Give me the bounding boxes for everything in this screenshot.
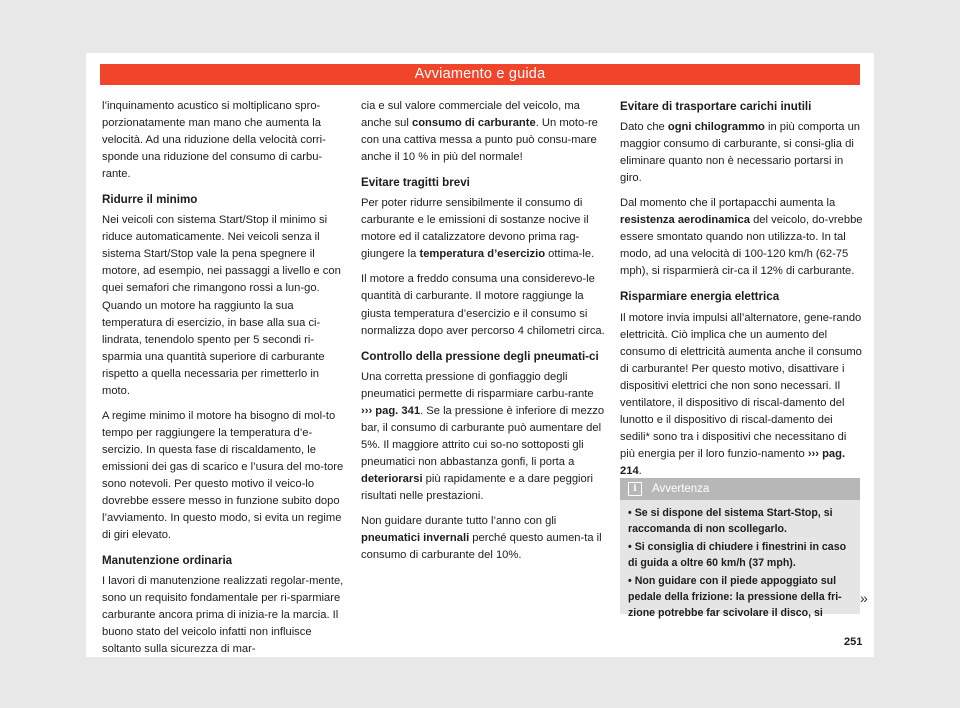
text-column-2 bbox=[361, 98, 605, 572]
paragraph: cia e sul valore commerciale del veicolo, ma anche sul consumo di carburante. Un moto-re con una cattiva messa a punto può consu-mare anche il 10 % in più del normale! bbox=[361, 100, 598, 164]
continue-arrow-icon: » bbox=[860, 590, 868, 606]
page-reference-link[interactable]: ››› pag. 341 bbox=[361, 404, 421, 417]
warning-body bbox=[620, 500, 860, 621]
text-column-1 bbox=[102, 98, 346, 666]
subheading-energia-elettrica: Risparmiare energia elettrica bbox=[620, 290, 780, 304]
paragraph: Nei veicoli con sistema Start/Stop il minimo si riduce automaticamente. Nei veicoli senza il sistema Start/Stop vale la pena spegnere il motore, ad esempio, nei passaggi a livello e con quei semafori che rimangono rossi a lun-go. Quando un motore ha raggiunto la sua temperatura di esercizio, in base alla sua ci-lindrata, tenendolo spento per 5 secondi ri-sparmia una quantità superiore di carburante rispetto a quella necessaria per rimetterlo in moto. bbox=[102, 214, 341, 397]
warning-item: • Se si dispone del sistema Start-Stop, si raccomanda di non scollegarlo. bbox=[628, 507, 833, 535]
paragraph: Non guidare durante tutto l’anno con gli pneumatici invernali perché questo aumen-ta il consumo di carburante del 10%. bbox=[361, 515, 602, 562]
paragraph: l’inquinamento acustico si moltiplicano spro-porzionatamente man mano che aumenta la velocità. Ad una riduzione della velocità corri-sponde una riduzione del consumo di carbu-rante. bbox=[102, 100, 326, 181]
subheading-manutenzione: Manutenzione ordinaria bbox=[102, 554, 233, 568]
paragraph: Dato che ogni chilogrammo in più comporta un maggior consumo di carburante, si consi-glia di eliminare quanto non è necessario portarsi in giro. bbox=[620, 121, 861, 185]
warning-box bbox=[620, 478, 860, 619]
paragraph: Il motore a freddo consuma una considerevo-le quantità di carburante. Il motore raggiunge la giusta temperatura d’esercizio e il consumo si normalizza dopo aver percorso 4 chilometri circa. bbox=[361, 273, 605, 337]
page-number: 251 bbox=[844, 636, 863, 648]
paragraph: Per poter ridurre sensibilmente il consumo di carburante e le emissioni di sostanze nocive il motore ed il catalizzatore devono prima rag-giungere la temperatura d’esercizio ottima-le. bbox=[361, 197, 595, 261]
paragraph: Una corretta pressione di gonfiaggio degli pneumatici permette di risparmiare carbu-rante ››› pag. 341. Se la pressione è inferiore di mezzo bar, il consumo di carburante può aumentare del 5%. Il maggiore attrito cui so-no sottoposti gli pneumatici non abbastanza gonfi, li porta a deteriorarsi più rapidamente e a dare peggiori risultati nelle prestazioni. bbox=[361, 370, 605, 502]
text-column-3 bbox=[620, 98, 864, 488]
subheading-ridurre-minimo: Ridurre il minimo bbox=[102, 193, 198, 207]
section-header bbox=[100, 64, 860, 85]
subheading-carichi-inutili: Evitare di trasportare carichi inutili bbox=[620, 100, 812, 113]
paragraph: A regime minimo il motore ha bisogno di mol-to tempo per raggiungere la temperatura d’e-sercizio. In questa fase di riscaldamento, le emissioni dei gas di scarico e l’usura del mo-tore sono notevoli. Per questo motivo il veico-lo dovrebbe essere messo in funzione subito dopo l’avviamento. In questo modo, si evita un regime di giri elevato. bbox=[102, 409, 344, 542]
info-icon: i bbox=[628, 482, 642, 496]
warning-title: Avvertenza bbox=[652, 483, 710, 495]
warning-item: • Si consiglia di chiudere i finestrini in caso di guida a oltre 60 km/h (37 mph). bbox=[628, 541, 847, 569]
paragraph: Dal momento che il portapacchi aumenta la resistenza aerodinamica del veicolo, do-vrebbe essere smontato quando non utilizza-to. In tal modo, ad una velocità di 100-120 km/h (62-75 mph), si risparmierà cir-ca il 12% di carburante. bbox=[620, 197, 863, 278]
paragraph: Il motore invia impulsi all’alternatore, gene-rando elettricità. Ciò implica che un aumento del consumo di elettricità aumenta anche il consumo di carburante! Per questo motivo, disattivare i dispositivi elettrici che non sono necessari. Il ventilatore, il dispositivo di riscal-damento del lunotto e il dispositivo di riscal-damento dei sedili* sono tra i dispositivi che necessitano di più energia per il loro funzio-namento ››› pag. 214. bbox=[620, 311, 862, 477]
subheading-tragitti-brevi: Evitare tragitti brevi bbox=[361, 176, 470, 190]
warning-header bbox=[620, 478, 860, 500]
paragraph: I lavori di manutenzione realizzati regolar-mente, sono un requisito fondamentale per ri-sparmiare carburante ancora prima di inizia-re la marcia. Il buono stato del veicolo infatti non influisce soltanto sulla sicurezza di mar- bbox=[102, 575, 344, 656]
subheading-pressione-pneumatici: Controllo della pressione degli pneumati-ci bbox=[361, 349, 599, 363]
page-reference-link[interactable]: ››› pag. 214 bbox=[620, 447, 846, 477]
warning-item: • Non guidare con il piede appoggiato sul pedale della frizione: la pressione della fri-zione potrebbe far scivolare il disco, si bbox=[628, 575, 842, 619]
section-title: Avviamento e guida bbox=[414, 66, 546, 82]
